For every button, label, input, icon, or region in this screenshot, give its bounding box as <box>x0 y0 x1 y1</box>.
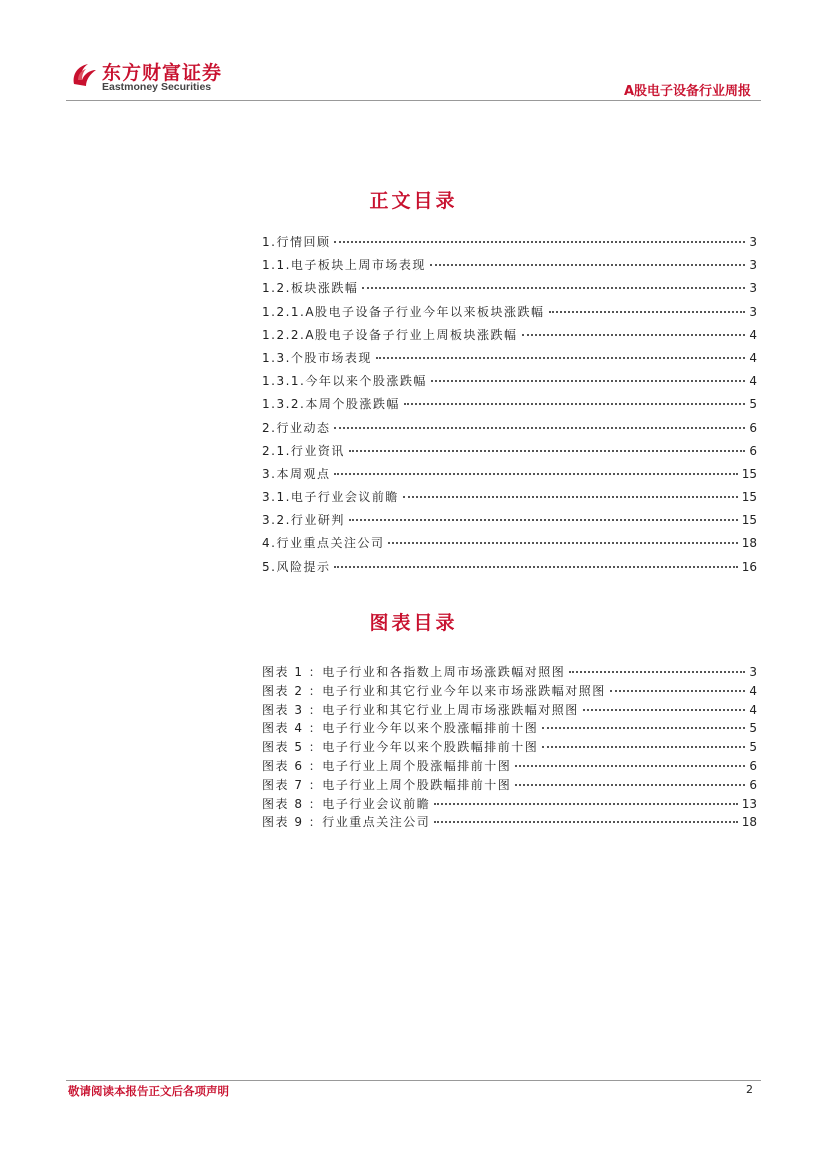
toc-entry-page: 3 <box>749 281 757 296</box>
dot-leader <box>388 542 737 544</box>
dot-leader <box>542 746 745 748</box>
table-of-contents <box>262 233 757 581</box>
toc-entry-label: 1.3.个股市场表现 <box>262 350 372 365</box>
toc-entry-label: 3.本周观点 <box>262 466 331 481</box>
dot-leader <box>569 671 745 673</box>
figure-entry[interactable] <box>262 757 757 776</box>
toc-entry[interactable] <box>262 395 757 418</box>
toc-entry-page: 15 <box>741 513 757 528</box>
toc-entry-label: 1.3.2.本周个股涨跌幅 <box>262 397 400 412</box>
toc-entry-page: 15 <box>741 466 757 481</box>
toc-entry-label: 2.行业动态 <box>262 420 331 435</box>
figure-entry-page: 5 <box>749 740 757 755</box>
toc-entry[interactable] <box>262 233 757 256</box>
toc-entry[interactable] <box>262 558 757 581</box>
toc-entry-label: 4.行业重点关注公司 <box>262 536 385 551</box>
figure-entry-label: 图表 5 ：电子行业今年以来个股跌幅排前十图 <box>262 740 539 755</box>
dot-leader <box>403 496 738 498</box>
toc-entry-page: 3 <box>749 258 757 273</box>
toc-entry-page: 4 <box>749 374 757 389</box>
toc-entry[interactable] <box>262 511 757 534</box>
dot-leader <box>434 803 737 805</box>
toc-entry-label: 1.3.1.今年以来个股涨跌幅 <box>262 374 427 389</box>
header-divider <box>66 100 761 101</box>
toc-entry[interactable] <box>262 488 757 511</box>
figure-entry-page: 3 <box>749 665 757 679</box>
dot-leader <box>349 519 738 521</box>
dot-leader <box>349 450 745 452</box>
toc-entry-page: 18 <box>741 536 757 551</box>
footer-divider <box>66 1080 761 1081</box>
dot-leader <box>434 821 737 823</box>
figure-entry-label: 图表 4 ：电子行业今年以来个股涨幅排前十图 <box>262 721 539 736</box>
dot-leader <box>542 727 745 729</box>
toc-entry[interactable] <box>262 349 757 372</box>
figure-entry-label: 图表 8 ：电子行业会议前瞻 <box>262 796 431 811</box>
toc-entry-page: 3 <box>749 304 757 319</box>
toc-entry-label: 1.1.电子板块上周市场表现 <box>262 258 426 273</box>
dot-leader <box>334 427 745 429</box>
dot-leader <box>583 709 746 711</box>
toc-entry-page: 4 <box>749 350 757 365</box>
toc-entry-label: 1.行情回顾 <box>262 235 331 249</box>
figure-entry[interactable] <box>262 719 757 738</box>
figure-entry-label: 图表 7 ：电子行业上周个股跌幅排前十图 <box>262 777 512 792</box>
footer-disclaimer: 敬请阅读本报告正文后各项声明 <box>68 1084 229 1098</box>
toc-title: 正文目录 <box>369 190 458 212</box>
figure-entry[interactable] <box>262 663 757 682</box>
toc-entry-label: 5.风险提示 <box>262 559 331 574</box>
dot-leader <box>515 765 745 767</box>
toc-entry-page: 16 <box>741 559 757 574</box>
toc-entry[interactable] <box>262 534 757 557</box>
toc-entry[interactable] <box>262 372 757 395</box>
figure-entry[interactable] <box>262 776 757 795</box>
toc-entry-page: 4 <box>749 327 757 342</box>
dot-leader <box>522 334 746 336</box>
figure-entry-page: 5 <box>749 721 757 736</box>
toc-entry[interactable] <box>262 442 757 465</box>
company-logo <box>68 58 248 98</box>
toc-entry-label: 1.2.2.A股电子设备子行业上周板块涨跌幅 <box>262 327 518 342</box>
toc-entry-label: 2.1.行业资讯 <box>262 443 345 458</box>
figure-entry[interactable] <box>262 813 757 832</box>
figure-entry-label: 图表 2 ：电子行业和其它行业今年以来市场涨跌幅对照图 <box>262 683 606 698</box>
dot-leader <box>549 311 746 313</box>
figure-entry[interactable] <box>262 795 757 814</box>
dot-leader <box>431 380 746 382</box>
toc-entry-label: 3.2.行业研判 <box>262 513 345 528</box>
toc-entry[interactable] <box>262 419 757 442</box>
dot-leader <box>334 566 737 568</box>
figure-entry-page: 4 <box>749 702 757 717</box>
figure-entry-label: 图表 9 ：行业重点关注公司 <box>262 815 431 830</box>
dot-leader <box>515 784 745 786</box>
toc-entry-page: 3 <box>749 235 757 249</box>
figure-entry[interactable] <box>262 738 757 757</box>
figure-entry-label: 图表 1 ：电子行业和各指数上周市场涨跌幅对照图 <box>262 665 566 679</box>
toc-entry-label: 1.2.板块涨跌幅 <box>262 281 359 296</box>
dot-leader <box>362 287 745 289</box>
toc-entry-label: 3.1.电子行业会议前瞻 <box>262 490 399 505</box>
toc-entry-page: 6 <box>749 420 757 435</box>
toc-entry[interactable] <box>262 279 757 302</box>
figure-entry[interactable] <box>262 701 757 720</box>
figure-entry-page: 18 <box>741 815 757 830</box>
dot-leader <box>334 473 737 475</box>
toc-entry-label: 1.2.1.A股电子设备子行业今年以来板块涨跌幅 <box>262 304 545 319</box>
figure-entry-page: 13 <box>741 796 757 811</box>
toc-entry[interactable] <box>262 303 757 326</box>
figure-entry-label: 图表 6 ：电子行业上周个股涨幅排前十图 <box>262 758 512 773</box>
dot-leader <box>404 403 746 405</box>
figure-entry-label: 图表 3 ：电子行业和其它行业上周市场涨跌幅对照图 <box>262 702 579 717</box>
logo-english-name: Eastmoney Securities <box>102 81 212 93</box>
logo-chinese-name: 东方财富证券 <box>102 62 223 84</box>
figure-entry-page: 4 <box>749 683 757 698</box>
toc-entry-page: 6 <box>749 443 757 458</box>
toc-entry-page: 5 <box>749 397 757 412</box>
figure-entry[interactable] <box>262 682 757 701</box>
dot-leader <box>334 241 745 243</box>
figure-entry-page: 6 <box>749 777 757 792</box>
page-number: 2 <box>746 1083 753 1096</box>
eastmoney-logo-icon <box>68 58 100 90</box>
report-title: A股电子设备行业周报 <box>623 84 751 99</box>
dot-leader <box>376 357 745 359</box>
toc-entry[interactable] <box>262 256 757 279</box>
toc-entry[interactable] <box>262 465 757 488</box>
dot-leader <box>430 264 745 266</box>
toc-entry-page: 15 <box>741 490 757 505</box>
list-of-figures <box>262 663 757 832</box>
dot-leader <box>610 690 746 692</box>
figures-title: 图表目录 <box>369 612 458 634</box>
figure-entry-page: 6 <box>749 758 757 773</box>
toc-entry[interactable] <box>262 326 757 349</box>
